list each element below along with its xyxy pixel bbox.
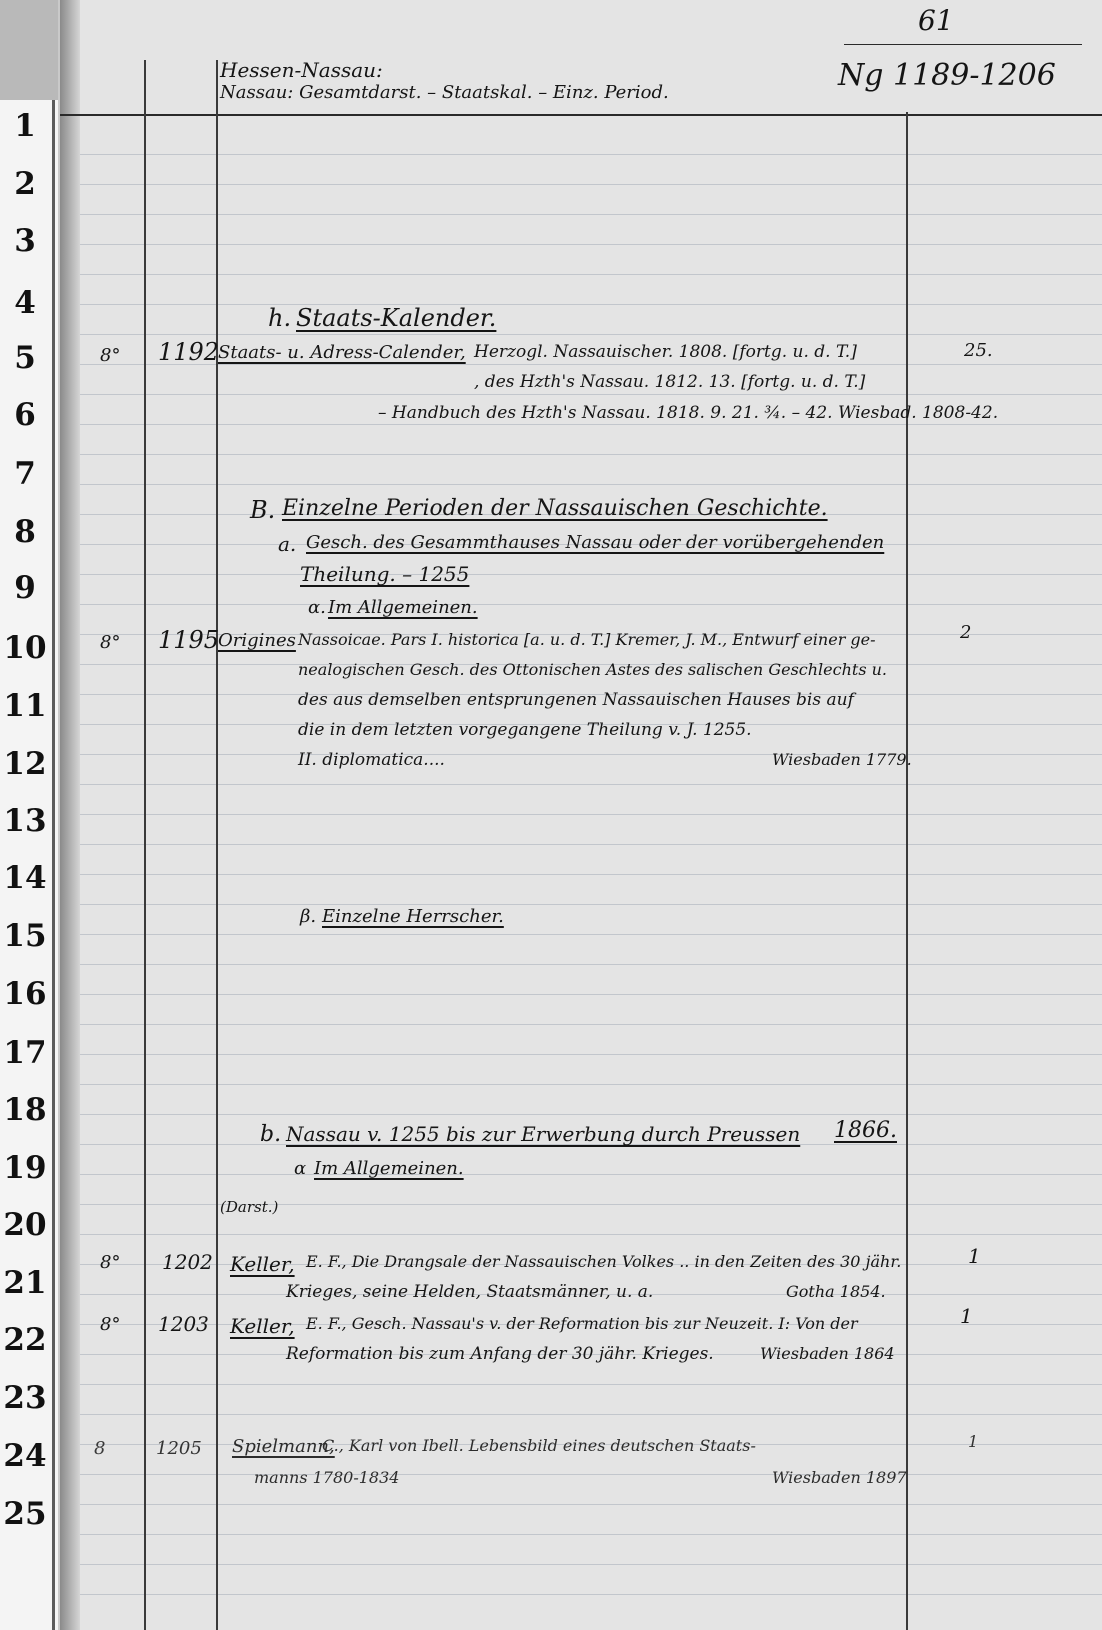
- volume-count: 1: [968, 1244, 981, 1268]
- entry-text: des aus demselben entsprungenen Nassauischen Hauses bis auf: [298, 690, 854, 710]
- entry-place-date: Wiesbaden 1779.: [772, 750, 912, 769]
- section-year: 1866.: [834, 1118, 897, 1143]
- shelfmark: Ng 1189-1206: [838, 58, 1056, 93]
- row-number: 1: [14, 108, 36, 144]
- section-heading: Staats-Kalender.: [296, 304, 497, 332]
- row-number: 7: [14, 456, 36, 492]
- entry-heading: Keller,: [230, 1314, 295, 1338]
- format: 8°: [100, 345, 121, 366]
- column-rule: [144, 60, 146, 1630]
- row-number: 8: [14, 514, 36, 550]
- ruler-divider: [52, 100, 55, 1630]
- section-letter: b.: [260, 1122, 282, 1147]
- entry-number: 1192: [158, 338, 220, 366]
- section-heading: Einzelne Perioden der Nassauischen Geschichte.: [282, 496, 828, 521]
- section-letter: h.: [268, 304, 292, 332]
- folio-rule: [844, 44, 1082, 45]
- ledger-page: [60, 0, 1102, 1630]
- row-number: 21: [3, 1265, 47, 1301]
- row-number: 22: [3, 1322, 47, 1358]
- volume-count: 25.: [964, 340, 993, 361]
- row-number: 14: [3, 860, 47, 896]
- entry-text: die in dem letzten vorgegangene Theilung v. J. 1255.: [298, 720, 752, 740]
- row-number: 15: [3, 918, 47, 954]
- row-number: 20: [3, 1207, 47, 1243]
- row-number: 17: [3, 1035, 47, 1071]
- section-heading: Im Allgemeinen.: [314, 1158, 464, 1179]
- entry-number: 1195: [158, 626, 220, 654]
- entry-number: 1205: [156, 1438, 202, 1459]
- page-gutter: [60, 0, 80, 1630]
- row-number: 2: [14, 166, 36, 202]
- section-heading: Nassau v. 1255 bis zur Erwerbung durch Preussen: [286, 1122, 801, 1146]
- column-rule: [216, 60, 218, 1630]
- entry-text: E. F., Die Drangsale der Nassauischen Volkes .. in den Zeiten des 30 jähr.: [306, 1252, 902, 1271]
- row-number: 3: [14, 223, 36, 259]
- entry-text: , des Hzth's Nassau. 1812. 13. [fortg. u. d. T.]: [474, 372, 866, 392]
- row-number: 5: [14, 340, 36, 376]
- format: 8: [94, 1438, 106, 1459]
- section-letter: α.: [308, 597, 326, 618]
- row-number: 6: [14, 397, 36, 433]
- header-region: Hessen-Nassau:: [220, 58, 383, 82]
- format: 8°: [100, 1252, 121, 1273]
- volume-count: 2: [960, 622, 972, 643]
- row-number: 24: [3, 1438, 47, 1474]
- section-heading: Im Allgemeinen.: [328, 597, 478, 618]
- row-number: 11: [3, 688, 47, 724]
- entry-place-date: Wiesbaden 1897: [772, 1468, 907, 1487]
- ruler-strip-top: [0, 0, 58, 100]
- entry-place-date: Wiesbaden 1864: [760, 1344, 895, 1363]
- section-letter: B.: [250, 496, 276, 524]
- volume-count: 1: [968, 1432, 979, 1451]
- entry-text: Krieges, seine Helden, Staatsmänner, u. a.: [286, 1282, 654, 1302]
- row-number: 9: [14, 570, 36, 606]
- entry-text: nealogischen Gesch. des Ottonischen Astes des salischen Geschlechts u.: [298, 660, 888, 679]
- margin-note: (Darst.): [220, 1198, 279, 1216]
- column-rule: [906, 112, 908, 1630]
- entry-text: Herzogl. Nassauischer. 1808. [fortg. u. d. T.]: [474, 342, 857, 362]
- entry-heading: Keller,: [230, 1252, 295, 1276]
- row-number: 13: [3, 803, 47, 839]
- entry-text: C., Karl von Ibell. Lebensbild eines deutschen Staats-: [322, 1436, 756, 1455]
- header-subject: Nassau: Gesamtdarst. – Staatskal. – Einz. Period.: [220, 82, 669, 103]
- section-letter: α: [294, 1158, 307, 1179]
- entry-text: – Handbuch des Hzth's Nassau. 1818. 9. 21. ¾. – 42. Wiesbad. 1808-42.: [378, 403, 999, 423]
- entry-text: E. F., Gesch. Nassau's v. der Reformation bis zur Neuzeit. I: Von der: [306, 1314, 858, 1333]
- section-heading: Einzelne Herrscher.: [322, 906, 504, 927]
- entry-text: II. diplomatica....: [298, 750, 445, 770]
- entry-heading: Spielmann,: [232, 1436, 335, 1457]
- format: 8°: [100, 632, 121, 653]
- entry-text: Reformation bis zum Anfang der 30 jähr. Krieges.: [286, 1344, 714, 1364]
- volume-count: 1: [960, 1304, 973, 1328]
- entry-heading: Staats- u. Adress-Calender,: [218, 342, 466, 363]
- entry-place-date: Gotha 1854.: [786, 1282, 886, 1301]
- entry-text: manns 1780-1834: [254, 1468, 400, 1487]
- row-number: 25: [3, 1496, 47, 1532]
- section-letter: β.: [300, 906, 317, 927]
- entry-number: 1203: [158, 1312, 209, 1336]
- row-number: 18: [3, 1092, 47, 1128]
- row-number: 10: [3, 630, 47, 666]
- row-number: 4: [14, 285, 36, 321]
- entry-text: Nassoicae. Pars I. historica [a. u. d. T.] Kremer, J. M., Entwurf einer ge-: [298, 630, 876, 649]
- format: 8°: [100, 1314, 121, 1335]
- section-letter: a.: [278, 532, 297, 556]
- row-number: 16: [3, 976, 47, 1012]
- section-heading: Theilung. – 1255: [300, 562, 470, 586]
- entry-number: 1202: [162, 1250, 213, 1274]
- row-number: 12: [3, 746, 47, 782]
- entry-heading: Origines: [218, 630, 296, 651]
- section-heading: Gesch. des Gesammthauses Nassau oder der vorübergehenden: [306, 532, 885, 553]
- row-number: 23: [3, 1380, 47, 1416]
- folio-number: 61: [918, 4, 954, 37]
- row-number: 19: [3, 1150, 47, 1186]
